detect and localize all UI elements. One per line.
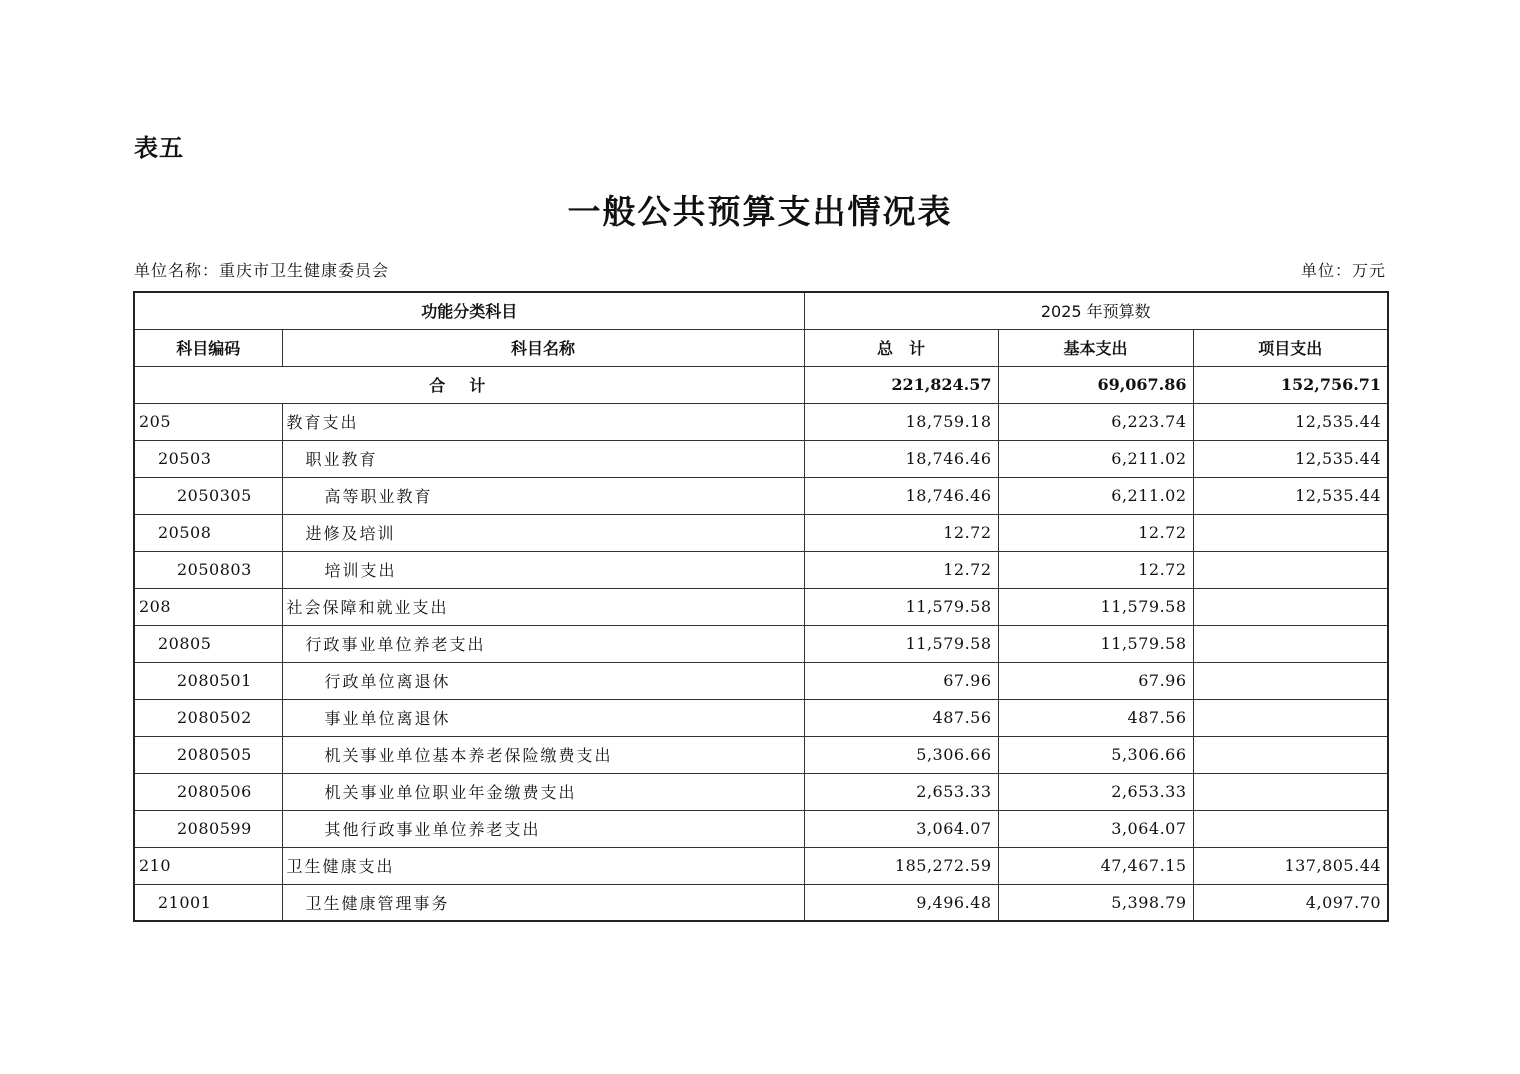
row-project-cell: 12,535.44 [1193,477,1388,514]
row-code-cell: 205 [134,403,282,440]
row-project-cell [1193,773,1388,810]
row-name-cell: 事业单位离退休 [282,699,804,736]
row-project-cell [1193,736,1388,773]
header-basic: 基本支出 [998,329,1193,366]
header-group-row [134,292,1388,329]
row-name-cell: 培训支出 [282,551,804,588]
row-total-cell: 487.56 [804,699,998,736]
row-total-cell: 18,759.18 [804,403,998,440]
row-total-cell: 185,272.59 [804,847,998,884]
row-name-cell: 机关事业单位基本养老保险缴费支出 [282,736,804,773]
row-name-cell: 行政事业单位养老支出 [282,625,804,662]
row-code-cell: 208 [134,588,282,625]
row-basic-cell: 11,579.58 [998,588,1193,625]
row-code-cell: 2080501 [134,662,282,699]
row-total-cell: 11,579.58 [804,625,998,662]
table-row [134,736,1388,773]
row-basic-cell: 12.72 [998,514,1193,551]
row-code-cell: 2080502 [134,699,282,736]
header-budget-group: 2025 年预算数 [804,292,1388,329]
row-total-cell: 11,579.58 [804,588,998,625]
row-basic-cell: 11,579.58 [998,625,1193,662]
row-basic-cell: 67.96 [998,662,1193,699]
header-column-row [134,329,1388,366]
summary-label: 合计 [134,366,804,403]
row-basic-cell: 3,064.07 [998,810,1193,847]
table-row [134,810,1388,847]
row-basic-cell: 6,223.74 [998,403,1193,440]
table-row [134,884,1388,921]
table-row [134,625,1388,662]
row-basic-cell: 12.72 [998,551,1193,588]
header-project: 项目支出 [1193,329,1388,366]
row-total-cell: 12.72 [804,514,998,551]
row-basic-cell: 5,306.66 [998,736,1193,773]
table-row [134,773,1388,810]
table-row [134,440,1388,477]
row-project-cell [1193,662,1388,699]
row-project-cell [1193,699,1388,736]
row-project-cell: 137,805.44 [1193,847,1388,884]
row-code-cell: 2080599 [134,810,282,847]
row-basic-cell: 6,211.02 [998,440,1193,477]
summary-total: 221,824.57 [804,366,998,403]
row-name-cell: 机关事业单位职业年金缴费支出 [282,773,804,810]
row-total-cell: 9,496.48 [804,884,998,921]
header-func-group: 功能分类科目 [134,292,804,329]
header-code: 科目编码 [134,329,282,366]
row-name-cell: 社会保障和就业支出 [282,588,804,625]
summary-project: 152,756.71 [1193,366,1388,403]
row-project-cell: 12,535.44 [1193,440,1388,477]
row-name-cell: 高等职业教育 [282,477,804,514]
row-name-cell: 其他行政事业单位养老支出 [282,810,804,847]
row-name-cell: 行政单位离退休 [282,662,804,699]
row-basic-cell: 487.56 [998,699,1193,736]
currency-unit: 单位：万元 [1300,261,1386,280]
table-row [134,699,1388,736]
row-basic-cell: 6,211.02 [998,477,1193,514]
row-basic-cell: 5,398.79 [998,884,1193,921]
row-code-cell: 210 [134,847,282,884]
row-total-cell: 5,306.66 [804,736,998,773]
row-project-cell: 4,097.70 [1193,884,1388,921]
row-basic-cell: 2,653.33 [998,773,1193,810]
row-total-cell: 67.96 [804,662,998,699]
row-code-cell: 2050803 [134,551,282,588]
row-name-cell: 职业教育 [282,440,804,477]
row-code-cell: 2050305 [134,477,282,514]
row-total-cell: 12.72 [804,551,998,588]
row-name-cell: 进修及培训 [282,514,804,551]
row-project-cell [1193,588,1388,625]
summary-row [134,366,1388,403]
table-row [134,551,1388,588]
table-row [134,662,1388,699]
row-code-cell: 20508 [134,514,282,551]
row-project-cell: 12,535.44 [1193,403,1388,440]
header-name: 科目名称 [282,329,804,366]
page-title: 一般公共预算支出情况表 [567,192,953,231]
row-project-cell [1193,551,1388,588]
row-name-cell: 卫生健康支出 [282,847,804,884]
row-total-cell: 3,064.07 [804,810,998,847]
organization-name: 单位名称：重庆市卫生健康委员会 [134,261,390,280]
table-number-label: 表五 [134,134,184,162]
row-name-cell: 教育支出 [282,403,804,440]
row-basic-cell: 47,467.15 [998,847,1193,884]
row-project-cell [1193,514,1388,551]
row-total-cell: 18,746.46 [804,440,998,477]
row-code-cell: 21001 [134,884,282,921]
row-total-cell: 18,746.46 [804,477,998,514]
table-row [134,403,1388,440]
row-code-cell: 2080505 [134,736,282,773]
budget-table [133,291,1389,922]
row-code-cell: 20805 [134,625,282,662]
header-total: 总 计 [804,329,998,366]
row-code-cell: 20503 [134,440,282,477]
row-total-cell: 2,653.33 [804,773,998,810]
row-project-cell [1193,810,1388,847]
table-row [134,588,1388,625]
table-row [134,477,1388,514]
row-name-cell: 卫生健康管理事务 [282,884,804,921]
row-project-cell [1193,625,1388,662]
row-code-cell: 2080506 [134,773,282,810]
table-row [134,847,1388,884]
table-row [134,514,1388,551]
summary-basic: 69,067.86 [998,366,1193,403]
